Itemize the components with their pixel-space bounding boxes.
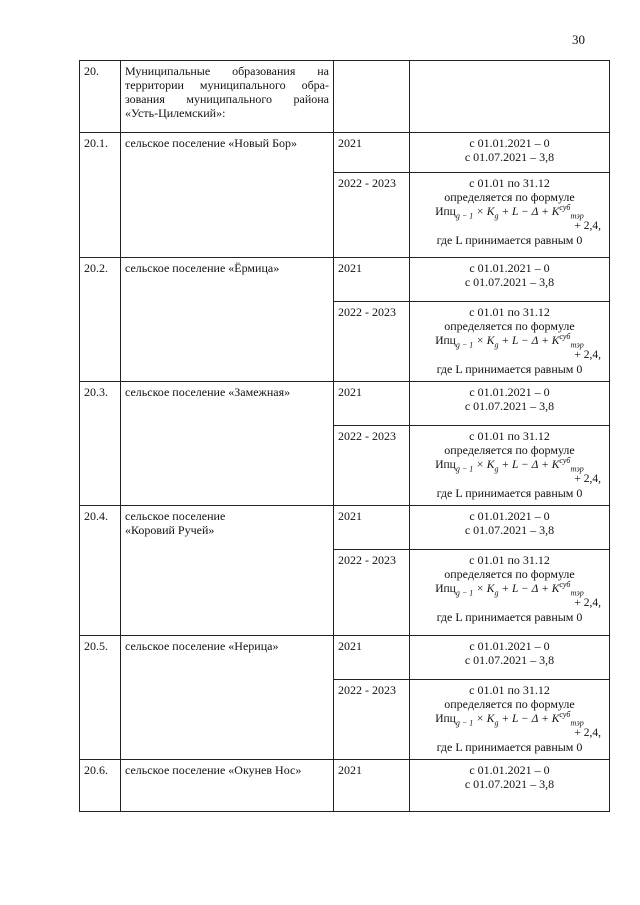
settlement-name: сельское поселение «Новый Бор» bbox=[121, 133, 334, 258]
period-cell: 2021 bbox=[334, 258, 410, 302]
empty-cell bbox=[334, 61, 410, 133]
value-cell: с 01.01 по 31.12 определяется по формуле $Ипц_{g - 1} \times K_g + L - \Delta + K^{суб}_{тэр}$ + 2,4, где L принимается равным 0 bbox=[410, 173, 610, 258]
group-description: Муниципальные образования на территории муниципального обра- зования муниципального района «Усть-Цилемский»: bbox=[121, 61, 334, 133]
settlement-name: сельское поселение «Коровий Ручей» bbox=[121, 506, 334, 636]
tariff-table bbox=[79, 60, 610, 812]
value-cell: с 01.01.2021 – 0 с 01.07.2021 – 3,8 bbox=[410, 382, 610, 426]
value-cell: с 01.01 по 31.12 определяется по формуле $Ипц_{g - 1} \times K_g + L - \Delta + K^{суб}_{тэр}$ + 2,4, где L принимается равным 0 bbox=[410, 680, 610, 760]
period-cell: 2022 - 2023 bbox=[334, 302, 410, 382]
settlement-name: сельское поселение «Замежная» bbox=[121, 382, 334, 506]
value-cell: с 01.01.2021 – 0 с 01.07.2021 – 3,8 bbox=[410, 760, 610, 812]
period-cell: 2022 - 2023 bbox=[334, 426, 410, 506]
formula: $Ипц_{g - 1} \times K_g + L - \Delta + K^{суб}_{тэр}$ + 2,4, bbox=[435, 456, 601, 485]
settlement-name: сельское поселение «Окунев Нос» bbox=[121, 760, 334, 812]
row-number: 20. bbox=[80, 61, 121, 133]
table-row bbox=[80, 636, 610, 680]
row-number: 20.6. bbox=[80, 760, 121, 812]
row-number: 20.4. bbox=[80, 506, 121, 636]
table-row bbox=[80, 382, 610, 426]
period-cell: 2021 bbox=[334, 133, 410, 173]
table-row bbox=[80, 61, 610, 133]
table-row bbox=[80, 760, 610, 812]
table-row bbox=[80, 506, 610, 550]
period-cell: 2021 bbox=[334, 506, 410, 550]
row-number: 20.3. bbox=[80, 382, 121, 506]
table-row bbox=[80, 133, 610, 173]
empty-cell bbox=[410, 61, 610, 133]
value-cell: с 01.01 по 31.12 определяется по формуле $Ипц_{g - 1} \times K_g + L - \Delta + K^{суб}_{тэр}$ + 2,4, где L принимается равным 0 bbox=[410, 550, 610, 636]
formula: $Ипц_{g - 1} \times K_g + L - \Delta + K^{суб}_{тэр}$ + 2,4, bbox=[435, 580, 601, 609]
row-number: 20.5. bbox=[80, 636, 121, 760]
period-cell: 2021 bbox=[334, 382, 410, 426]
formula: $Ипц_{g - 1} \times K_g + L - \Delta + K^{суб}_{тэр}$ + 2,4, bbox=[435, 710, 601, 739]
period-cell: 2021 bbox=[334, 636, 410, 680]
table-row bbox=[80, 258, 610, 302]
period-cell: 2021 bbox=[334, 760, 410, 812]
row-number: 20.1. bbox=[80, 133, 121, 258]
settlement-name: сельское поселение «Ёрмица» bbox=[121, 258, 334, 382]
value-cell: с 01.01.2021 – 0 с 01.07.2021 – 3,8 bbox=[410, 636, 610, 680]
settlement-name: сельское поселение «Нерица» bbox=[121, 636, 334, 760]
period-cell: 2022 - 2023 bbox=[334, 550, 410, 636]
value-cell: с 01.01.2021 – 0 с 01.07.2021 – 3,8 bbox=[410, 133, 610, 173]
value-cell: с 01.01 по 31.12 определяется по формуле $Ипц_{g - 1} \times K_g + L - \Delta + K^{суб}_{тэр}$ + 2,4, где L принимается равным 0 bbox=[410, 426, 610, 506]
formula: $Ипц_{g - 1} \times K_g + L - \Delta + K^{суб}_{тэр}$ + 2,4, bbox=[435, 332, 601, 361]
page-number: 30 bbox=[572, 32, 585, 47]
value-cell: с 01.01.2021 – 0 с 01.07.2021 – 3,8 bbox=[410, 506, 610, 550]
value-cell: с 01.01.2021 – 0 с 01.07.2021 – 3,8 bbox=[410, 258, 610, 302]
formula: $Ипц_{g - 1} \times K_g + L - \Delta + K^{суб}_{тэр}$ + 2,4, bbox=[435, 203, 601, 232]
row-number: 20.2. bbox=[80, 258, 121, 382]
period-cell: 2022 - 2023 bbox=[334, 680, 410, 760]
value-cell: с 01.01 по 31.12 определяется по формуле $Ипц_{g - 1} \times K_g + L - \Delta + K^{суб}_{тэр}$ + 2,4, где L принимается равным 0 bbox=[410, 302, 610, 382]
period-cell: 2022 - 2023 bbox=[334, 173, 410, 258]
